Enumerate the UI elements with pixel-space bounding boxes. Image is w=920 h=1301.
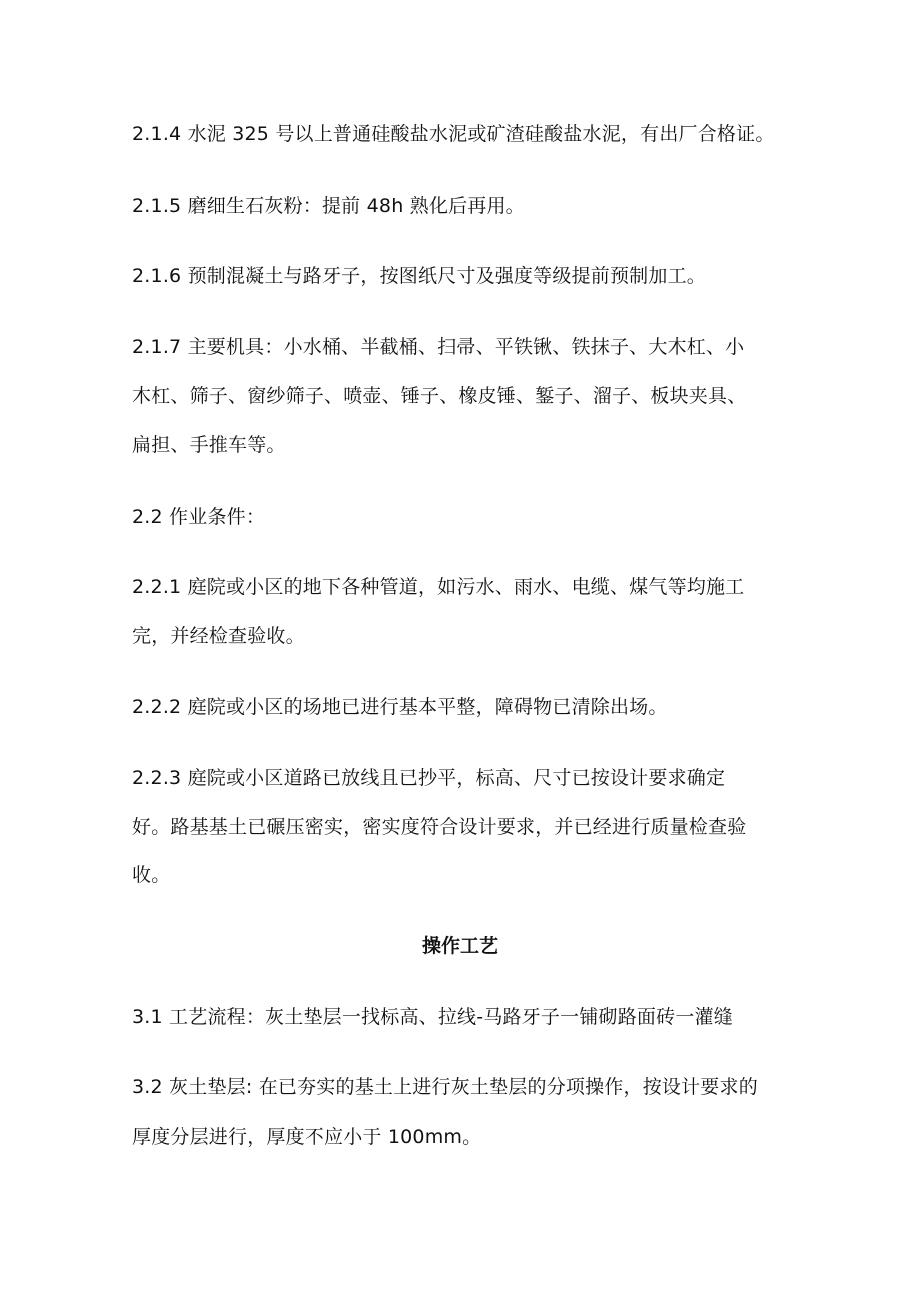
text-line-2-1-7: 2.1.7 主要机具：小水桶、半截桶、扫帚、平铁锹、铁抹子、大木杠、小 <box>132 336 745 358</box>
text-line-2-2: 2.2 作业条件： <box>132 506 266 528</box>
text-line-2-1-7-cont-1: 木杠、筛子、窗纱筛子、喷壶、锤子、橡皮锤、錾子、溜子、板块夹具、 <box>132 385 747 407</box>
section-heading: 操作工艺 <box>421 935 498 957</box>
text-line-2-1-4: 2.1.4 水泥 325 号以上普通硅酸盐水泥或矿渣硅酸盐水泥，有出厂合格证。 <box>132 123 775 145</box>
text-line-2-2-1-cont: 完，并经检查验收。 <box>132 625 305 647</box>
text-line-3-1: 3.1 工艺流程：灰土垫层一找标高、拉线-马路牙子一铺砌路面砖一灌缝 <box>132 1006 733 1028</box>
text-line-2-1-7-cont-2: 扁担、手推车等。 <box>132 434 286 456</box>
text-line-2-2-1: 2.2.1 庭院或小区的地下各种管道，如污水、雨水、电缆、煤气等均施工 <box>132 576 745 598</box>
text-line-2-2-2: 2.2.2 庭院或小区的场地已进行基本平整，障碍物已清除出场。 <box>132 696 668 718</box>
text-line-2-1-6: 2.1.6 预制混凝土与路牙子，按图纸尺寸及强度等级提前预制加工。 <box>132 265 706 287</box>
text-line-2-2-3-cont-2: 收。 <box>132 864 171 886</box>
text-line-2-2-3-cont-1: 好。路基基土已碾压密实，密实度符合设计要求，并已经进行质量检查验 <box>132 816 747 838</box>
text-line-3-2-cont: 厚度分层进行，厚度不应小于 100mm。 <box>132 1126 482 1148</box>
text-line-2-1-5: 2.1.5 磨细生石灰粉：提前 48h 熟化后再用。 <box>132 195 525 217</box>
text-line-2-2-3: 2.2.3 庭院或小区道路已放线且已抄平，标高、尺寸已按设计要求确定 <box>132 767 726 789</box>
text-line-3-2: 3.2 灰土垫层: 在已夯实的基土上进行灰土垫层的分项操作，按设计要求的 <box>132 1076 758 1098</box>
